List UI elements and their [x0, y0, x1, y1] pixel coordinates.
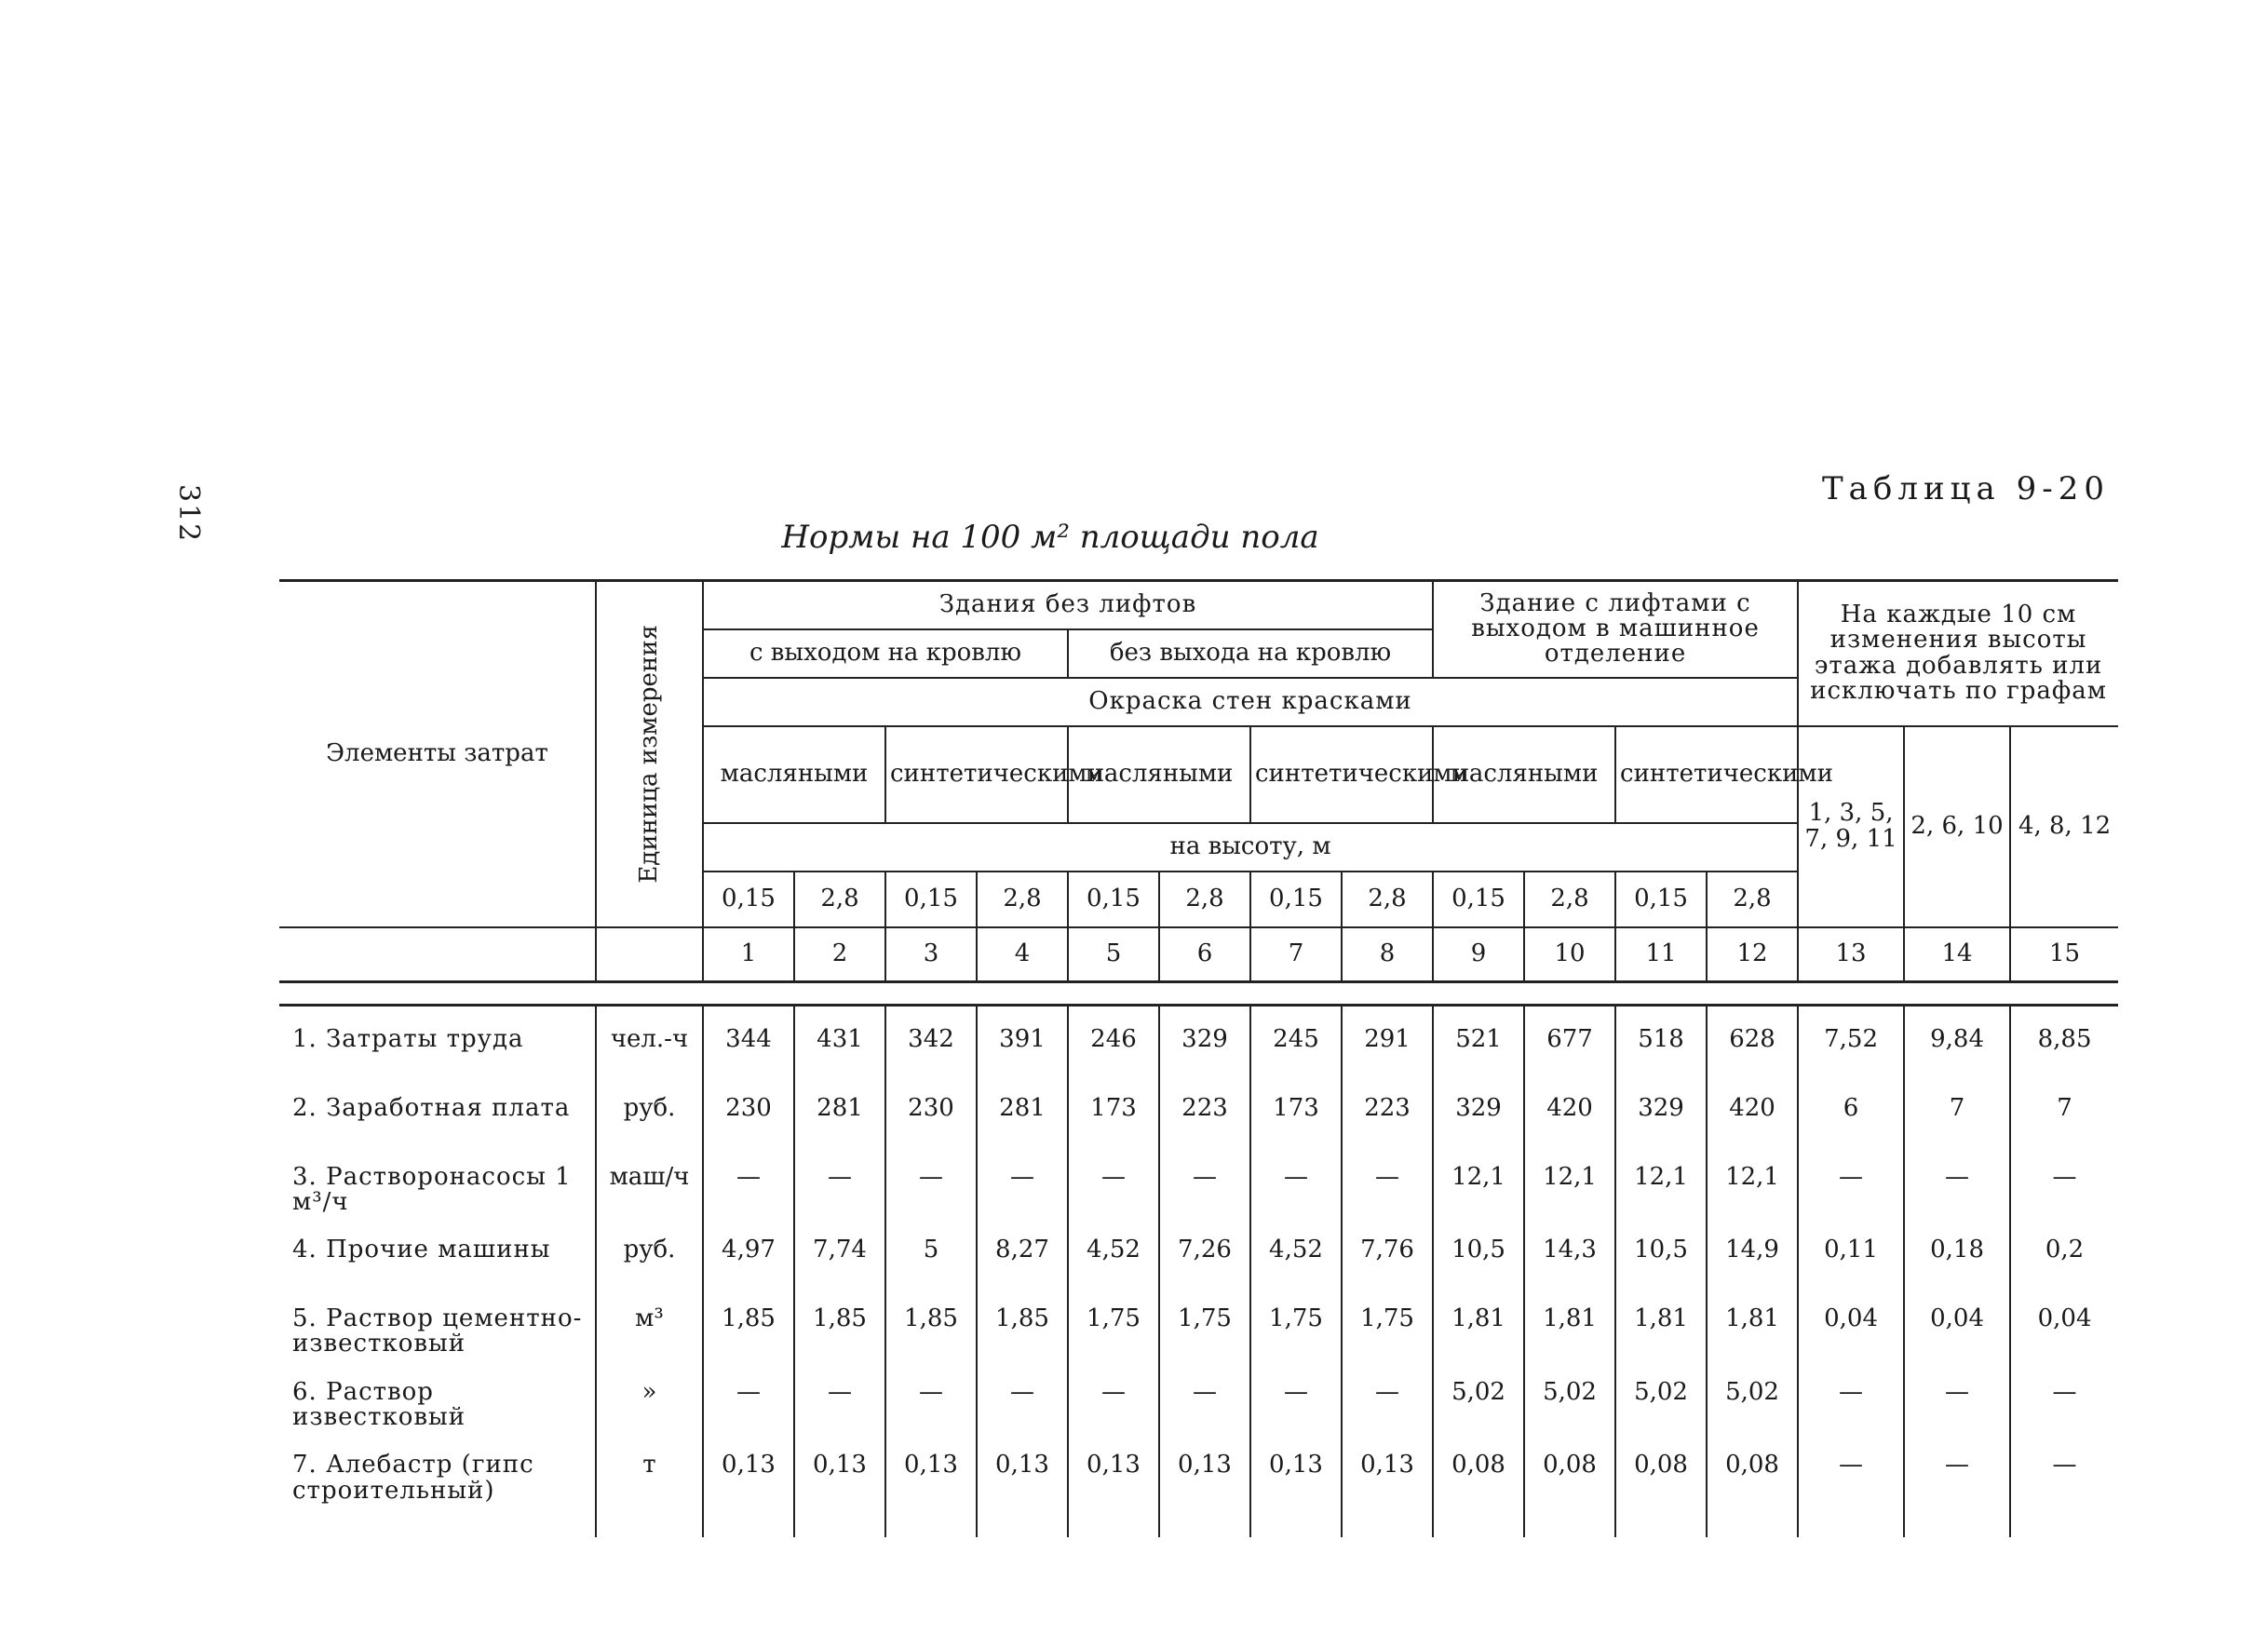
row-value: 1,75	[1159, 1286, 1250, 1359]
header-paint-4: синтетическими	[1250, 726, 1433, 823]
row-value: 0,04	[1798, 1286, 1904, 1359]
header-height-value: 0,15	[1615, 872, 1707, 927]
row-value: 0,08	[1433, 1432, 1524, 1537]
row-value: 291	[1342, 1005, 1433, 1075]
row-value: —	[2010, 1359, 2118, 1433]
row-value: —	[2010, 1144, 2118, 1218]
header-roof-exit: с выходом на кровлю	[703, 629, 1068, 678]
row-value: 0,13	[977, 1432, 1068, 1537]
row-value: —	[794, 1359, 885, 1433]
row-value: 521	[1433, 1005, 1524, 1075]
row-value: 4,52	[1068, 1217, 1159, 1286]
row-value: 329	[1615, 1075, 1707, 1144]
row-value: —	[1342, 1144, 1433, 1218]
header-extra: На каждые 10 см изменения высоты этажа добавлять или исключать по графам	[1798, 581, 2118, 726]
row-value: 1,81	[1615, 1286, 1707, 1359]
row-value: 8,27	[977, 1217, 1068, 1286]
column-number: 5	[1068, 927, 1159, 982]
row-unit: маш/ч	[596, 1144, 703, 1218]
row-value: 342	[885, 1005, 977, 1075]
row-value: 173	[1250, 1075, 1342, 1144]
row-value: 245	[1250, 1005, 1342, 1075]
header-paint-3: масляными	[1068, 726, 1250, 823]
header-painting: Окраска стен красками	[703, 678, 1798, 726]
row-value: —	[1342, 1359, 1433, 1433]
column-number: 3	[885, 927, 977, 982]
row-value: 281	[977, 1075, 1068, 1144]
row-value: 10,5	[1615, 1217, 1707, 1286]
column-number: 9	[1433, 927, 1524, 982]
header-height-value: 2,8	[1159, 872, 1250, 927]
row-value: 4,52	[1250, 1217, 1342, 1286]
row-value: 9,84	[1904, 1005, 2010, 1075]
header-elements: Элементы затрат	[279, 581, 596, 927]
row-value: 7,26	[1159, 1217, 1250, 1286]
header-height-value: 0,15	[1433, 872, 1524, 927]
header-height-value: 0,15	[885, 872, 977, 927]
column-number: 7	[1250, 927, 1342, 982]
table-row	[279, 1217, 2118, 1286]
row-value: 1,85	[794, 1286, 885, 1359]
header-height-value: 0,15	[1250, 872, 1342, 927]
row-value: —	[2010, 1432, 2118, 1537]
row-value: —	[1159, 1144, 1250, 1218]
row-value: —	[1250, 1359, 1342, 1433]
row-unit: чел.-ч	[596, 1005, 703, 1075]
header-paint-1: масляными	[703, 726, 885, 823]
row-value: —	[885, 1359, 977, 1433]
row-value: 0,08	[1615, 1432, 1707, 1537]
row-value: —	[1798, 1144, 1904, 1218]
header-height-value: 0,15	[703, 872, 794, 927]
table-row	[279, 1432, 2118, 1537]
norms-table	[279, 579, 2118, 1537]
row-value: 0,13	[885, 1432, 977, 1537]
row-value: 1,85	[885, 1286, 977, 1359]
table-header	[279, 581, 2118, 1006]
header-no-lift: Здания без лифтов	[703, 581, 1433, 629]
column-number: 13	[1798, 927, 1904, 982]
row-value: —	[703, 1359, 794, 1433]
row-value: 173	[1068, 1075, 1159, 1144]
row-value: 230	[703, 1075, 794, 1144]
column-number-blank	[279, 927, 596, 982]
row-value: 0,11	[1798, 1217, 1904, 1286]
header-paint-5: масляными	[1433, 726, 1615, 823]
row-value: 0,2	[2010, 1217, 2118, 1286]
header-with-lift: Здание с лифтами с выходом в машинное отделение	[1433, 581, 1798, 678]
row-value: 12,1	[1707, 1144, 1798, 1218]
row-value: 7,74	[794, 1217, 885, 1286]
header-separator	[279, 981, 2118, 1005]
table-label: Таблица 9-20	[1821, 470, 2110, 507]
column-number: 4	[977, 927, 1068, 982]
row-value: 420	[1524, 1075, 1615, 1144]
row-value: 0,13	[703, 1432, 794, 1537]
row-value: 420	[1707, 1075, 1798, 1144]
row-value: 1,81	[1524, 1286, 1615, 1359]
row-value: —	[885, 1144, 977, 1218]
row-value: 14,3	[1524, 1217, 1615, 1286]
row-value: —	[1250, 1144, 1342, 1218]
header-no-roof-exit: без выхода на кровлю	[1068, 629, 1433, 678]
row-value: 7	[1904, 1075, 2010, 1144]
row-unit: руб.	[596, 1217, 703, 1286]
row-value: —	[1068, 1144, 1159, 1218]
header-paint-6: синтетическими	[1615, 726, 1798, 823]
column-number: 14	[1904, 927, 2010, 982]
page-number: 312	[172, 484, 205, 544]
header-height-value: 2,8	[977, 872, 1068, 927]
table-row	[279, 1144, 2118, 1218]
header-extra-col-15: 4, 8, 12	[2010, 726, 2118, 927]
row-value: —	[1159, 1359, 1250, 1433]
row-value: 0,04	[2010, 1286, 2118, 1359]
header-height-value: 2,8	[1342, 872, 1433, 927]
row-name: 3. Растворонасосы 1 м³/ч	[279, 1144, 596, 1218]
row-value: 329	[1433, 1075, 1524, 1144]
header-extra-col-13: 1, 3, 5, 7, 9, 11	[1798, 726, 1904, 927]
table-row	[279, 1075, 2118, 1144]
row-value: 223	[1342, 1075, 1433, 1144]
row-value: 5,02	[1524, 1359, 1615, 1433]
column-number: 12	[1707, 927, 1798, 982]
row-value: 12,1	[1615, 1144, 1707, 1218]
row-unit: м³	[596, 1286, 703, 1359]
row-value: —	[977, 1359, 1068, 1433]
table-row	[279, 1005, 2118, 1075]
row-value: 5,02	[1615, 1359, 1707, 1433]
row-name: 4. Прочие машины	[279, 1217, 596, 1286]
column-number: 2	[794, 927, 885, 982]
row-value: 7	[2010, 1075, 2118, 1144]
header-height-value: 2,8	[1707, 872, 1798, 927]
header-extra-col-14: 2, 6, 10	[1904, 726, 2010, 927]
row-value: 1,81	[1433, 1286, 1524, 1359]
row-value: 1,85	[703, 1286, 794, 1359]
row-value: 12,1	[1433, 1144, 1524, 1218]
row-value: —	[1068, 1359, 1159, 1433]
row-value: 14,9	[1707, 1217, 1798, 1286]
row-value: 5,02	[1707, 1359, 1798, 1433]
row-value: 12,1	[1524, 1144, 1615, 1218]
row-value: 0,13	[1250, 1432, 1342, 1537]
row-value: 0,13	[1159, 1432, 1250, 1537]
row-value: —	[1798, 1432, 1904, 1537]
row-value: 391	[977, 1005, 1068, 1075]
row-value: 7,76	[1342, 1217, 1433, 1286]
row-value: —	[1904, 1359, 2010, 1433]
row-value: 1,85	[977, 1286, 1068, 1359]
row-value: —	[1904, 1432, 2010, 1537]
row-value: 8,85	[2010, 1005, 2118, 1075]
column-numbers-row	[279, 927, 2118, 982]
row-value: 0,13	[794, 1432, 885, 1537]
row-value: 5,02	[1433, 1359, 1524, 1433]
row-value: 344	[703, 1005, 794, 1075]
row-value: 5	[885, 1217, 977, 1286]
row-value: 431	[794, 1005, 885, 1075]
row-value: 246	[1068, 1005, 1159, 1075]
row-value: 223	[1159, 1075, 1250, 1144]
row-value: 0,13	[1342, 1432, 1433, 1537]
row-value: —	[1798, 1359, 1904, 1433]
row-value: 0,08	[1707, 1432, 1798, 1537]
row-value: 10,5	[1433, 1217, 1524, 1286]
header-height-value: 0,15	[1068, 872, 1159, 927]
row-unit: »	[596, 1359, 703, 1433]
row-value: 0,04	[1904, 1286, 2010, 1359]
column-number: 1	[703, 927, 794, 982]
table-row	[279, 1359, 2118, 1433]
row-name: 2. Заработная плата	[279, 1075, 596, 1144]
header-height-value: 2,8	[794, 872, 885, 927]
column-number: 15	[2010, 927, 2118, 982]
row-value: 0,08	[1524, 1432, 1615, 1537]
row-name: 1. Затраты труда	[279, 1005, 596, 1075]
row-value: —	[1904, 1144, 2010, 1218]
row-value: 230	[885, 1075, 977, 1144]
column-number: 11	[1615, 927, 1707, 982]
row-value: 518	[1615, 1005, 1707, 1075]
row-value: 329	[1159, 1005, 1250, 1075]
row-value: 0,18	[1904, 1217, 2010, 1286]
row-value: —	[703, 1144, 794, 1218]
row-value: —	[977, 1144, 1068, 1218]
row-value: 0,13	[1068, 1432, 1159, 1537]
header-height: на высоту, м	[703, 823, 1798, 872]
header-paint-2: синтетическими	[885, 726, 1068, 823]
row-value: 7,52	[1798, 1005, 1904, 1075]
row-name: 5. Раствор цементно-известковый	[279, 1286, 596, 1359]
table-body	[279, 1005, 2118, 1537]
row-value: 677	[1524, 1005, 1615, 1075]
row-name: 6. Раствор известковый	[279, 1359, 596, 1433]
row-unit: т	[596, 1432, 703, 1537]
column-number-blank	[596, 927, 703, 982]
row-value: 1,75	[1342, 1286, 1433, 1359]
row-unit: руб.	[596, 1075, 703, 1144]
table-caption: Нормы на 100 м² площади пола	[781, 519, 1319, 556]
row-value: —	[794, 1144, 885, 1218]
row-value: 6	[1798, 1075, 1904, 1144]
column-number: 10	[1524, 927, 1615, 982]
row-value: 1,75	[1250, 1286, 1342, 1359]
row-value: 1,81	[1707, 1286, 1798, 1359]
header-unit	[596, 581, 703, 927]
column-number: 8	[1342, 927, 1433, 982]
column-number: 6	[1159, 927, 1250, 982]
row-value: 628	[1707, 1005, 1798, 1075]
unit-label: Единица измерения	[634, 624, 663, 884]
header-height-value: 2,8	[1524, 872, 1615, 927]
row-value: 1,75	[1068, 1286, 1159, 1359]
row-value: 4,97	[703, 1217, 794, 1286]
table-row	[279, 1286, 2118, 1359]
row-name: 7. Алебастр (гипс строительный)	[279, 1432, 596, 1537]
row-value: 281	[794, 1075, 885, 1144]
